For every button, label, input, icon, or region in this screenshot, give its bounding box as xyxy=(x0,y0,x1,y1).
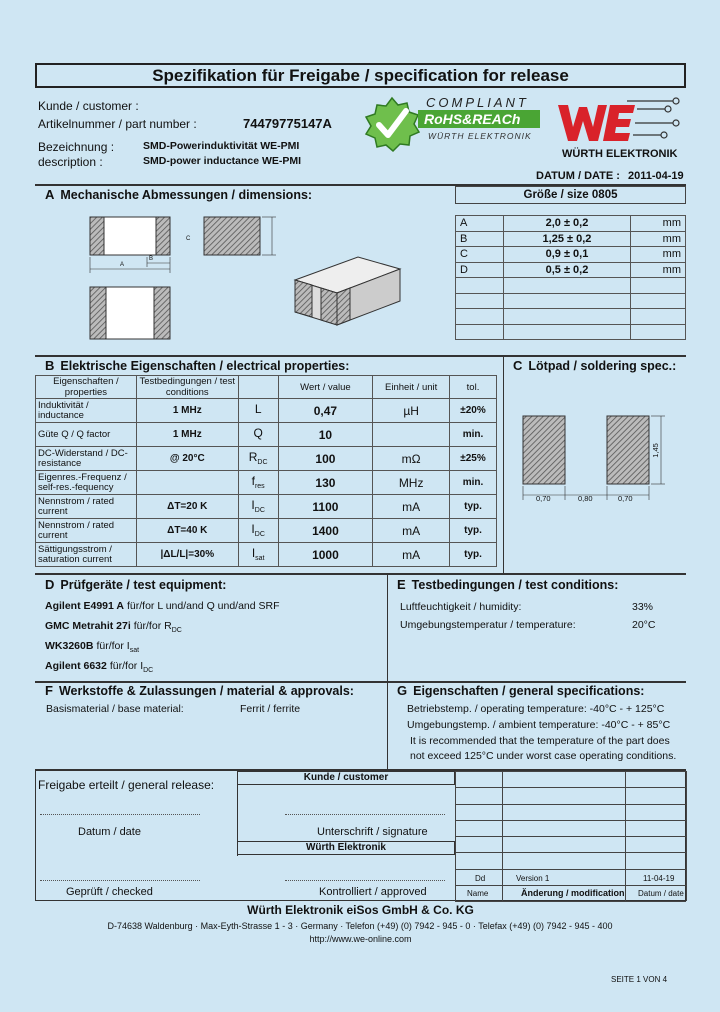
value: 1100 xyxy=(278,495,373,519)
dimension-key xyxy=(456,293,504,309)
logo-text: WÜRTH ELEKTRONIK xyxy=(562,148,678,160)
dimension-value: 0,5 ± 0,2 xyxy=(503,262,630,278)
section-a-title: Mechanische Abmessungen / dimensions: xyxy=(60,188,313,202)
section-f-letter: F xyxy=(45,683,53,698)
sec-bc-divider xyxy=(503,355,504,573)
equipment-list xyxy=(45,600,385,680)
electrical-row xyxy=(36,519,497,543)
rev-grid-hline xyxy=(455,836,686,837)
rev-footer-name: Name xyxy=(467,889,489,898)
date-dots-2 xyxy=(40,880,200,881)
equipment-purpose: für/for I xyxy=(109,660,144,672)
dimension-value: 2,0 ± 0,2 xyxy=(503,216,630,232)
equipment-sub: DC xyxy=(171,627,182,635)
dimension-drawing xyxy=(80,205,410,355)
dimension-value xyxy=(503,293,630,309)
pad-dim-gap: 0,80 xyxy=(578,494,593,503)
symbol-main: I xyxy=(251,498,255,513)
electrical-row xyxy=(36,471,497,495)
symbol-main: I xyxy=(251,546,256,561)
symbol xyxy=(238,471,278,495)
description-value: SMD-power inductance WE-PMI xyxy=(143,155,302,167)
dimension-unit: mm xyxy=(631,247,686,263)
property-name: DC-Widerstand / DC-resistance xyxy=(36,447,137,471)
tolerance: ±25% xyxy=(450,447,497,471)
dimension-row xyxy=(456,262,686,278)
symbol xyxy=(238,495,278,519)
equipment-purpose: für/for I xyxy=(96,640,130,652)
symbol xyxy=(238,399,278,423)
dimension-key: C xyxy=(456,247,504,263)
temperature-label: Umgebungstemperatur / temperature: xyxy=(400,619,576,631)
date-value: 2011-04-19 xyxy=(628,170,684,182)
rohs-check-icon xyxy=(362,95,422,153)
dimension-row xyxy=(456,216,686,232)
sec-de-top xyxy=(35,573,686,575)
col-unit: Einheit / unit xyxy=(373,376,450,399)
dimension-row xyxy=(456,309,686,325)
humidity-value: 33% xyxy=(632,601,654,613)
symbol xyxy=(238,519,278,543)
rev-name: Dd xyxy=(475,874,486,883)
electrical-row xyxy=(36,543,497,567)
equipment-name: Agilent 6632 xyxy=(45,660,107,672)
test-condition xyxy=(136,471,238,495)
tolerance: typ. xyxy=(450,495,497,519)
value: 1400 xyxy=(278,519,373,543)
dimension-value xyxy=(503,324,630,340)
unit: mA xyxy=(373,519,450,543)
section-c-title: Lötpad / soldering spec.: xyxy=(528,359,677,373)
footer-company: Würth Elektronik eiSos GmbH & Co. KG xyxy=(247,903,474,917)
test-condition: ΔT=20 K xyxy=(136,495,238,519)
value: 130 xyxy=(278,471,373,495)
compliant-text: COMPLIANT xyxy=(426,95,529,110)
pad-dim-right: 0,70 xyxy=(618,494,633,503)
section-f-heading xyxy=(45,683,354,698)
unit: µH xyxy=(373,399,450,423)
equipment-item xyxy=(45,600,385,620)
rev-grid-hline xyxy=(455,869,686,870)
unit: mA xyxy=(373,543,450,567)
pad-dim-left: 0,70 xyxy=(536,494,551,503)
value: 1000 xyxy=(278,543,373,567)
tolerance: min. xyxy=(450,471,497,495)
designation-value: SMD-Powerinduktivität WE-PMI xyxy=(143,140,300,152)
drawing-label-b: B xyxy=(149,256,154,262)
dimension-unit: mm xyxy=(631,216,686,232)
test-condition: 1 MHz xyxy=(136,423,238,447)
test-condition: @ 20°C xyxy=(136,447,238,471)
unit: mA xyxy=(373,495,450,519)
part-label: Artikelnummer / part number : xyxy=(38,117,197,131)
humidity-label: Luftfeuchtigkeit / humidity: xyxy=(400,601,522,613)
date-label: DATUM / DATE : xyxy=(536,170,620,182)
sig-dots-1 xyxy=(285,814,445,815)
customer-label: Kunde / customer : xyxy=(38,99,139,113)
designation-label: Bezeichnung : xyxy=(38,140,115,154)
col-value: Wert / value xyxy=(278,376,373,399)
sec-fg-divider xyxy=(387,681,388,769)
col-symbol xyxy=(238,376,278,399)
dimension-table xyxy=(455,215,686,340)
dimension-key: A xyxy=(456,216,504,232)
dimension-key xyxy=(456,278,504,294)
pad-dim-height: 1,45 xyxy=(650,443,660,458)
rev-version: Version 1 xyxy=(516,874,550,883)
unit: mΩ xyxy=(373,447,450,471)
date-dots-1 xyxy=(40,814,200,815)
tolerance: min. xyxy=(450,423,497,447)
property-name: Nennstrom / rated current xyxy=(36,519,137,543)
dimension-row xyxy=(456,324,686,340)
test-condition: ΔT=40 K xyxy=(136,519,238,543)
rohs-text: RoHS&REACh xyxy=(418,110,540,128)
sec-de-divider xyxy=(387,573,388,681)
sec-b-top xyxy=(35,355,686,357)
dimension-key xyxy=(456,324,504,340)
symbol-sub: sat xyxy=(255,555,265,563)
rev-grid-hline xyxy=(455,852,686,853)
symbol-sub: res xyxy=(254,483,265,491)
rohs-badge xyxy=(362,95,547,155)
rev-grid-vline xyxy=(502,771,503,901)
description-label: description : xyxy=(38,155,103,169)
symbol-main: I xyxy=(251,522,255,537)
col-conditions: Testbedingungen / test conditions xyxy=(136,376,238,399)
section-b-letter: B xyxy=(45,358,55,373)
symbol xyxy=(238,447,278,471)
dimension-value xyxy=(503,278,630,294)
tolerance: typ. xyxy=(450,543,497,567)
we-logo-icon xyxy=(555,95,685,147)
electrical-row xyxy=(36,447,497,471)
dimension-row xyxy=(456,293,686,309)
section-d-heading xyxy=(45,577,226,592)
dimension-unit xyxy=(631,309,686,325)
rev-date: 11-04-19 xyxy=(643,874,675,883)
section-g-title: Eigenschaften / general specifications: xyxy=(413,684,645,698)
electrical-header-row xyxy=(36,376,497,399)
dimension-value xyxy=(503,309,630,325)
section-d-title: Prüfgeräte / test equipment: xyxy=(60,578,227,592)
value: 100 xyxy=(278,447,373,471)
rev-grid-hline xyxy=(455,820,686,821)
symbol-sub: DC xyxy=(254,531,265,539)
symbol xyxy=(238,543,278,567)
rev-grid-vline xyxy=(686,771,687,901)
base-material-label: Basismaterial / base material: xyxy=(46,703,184,715)
section-d-letter: D xyxy=(45,577,55,592)
section-a-heading xyxy=(45,187,312,202)
section-c-letter: C xyxy=(513,358,523,373)
rev-grid-vline xyxy=(625,771,626,901)
section-c-heading xyxy=(513,358,676,373)
equipment-purpose: für/for R xyxy=(133,620,172,632)
rev-grid-hline xyxy=(455,804,686,805)
dimension-unit xyxy=(631,293,686,309)
dimension-row xyxy=(456,278,686,294)
value: 10 xyxy=(278,423,373,447)
rev-footer-modification: Änderung / modification xyxy=(521,888,625,898)
property-name: Güte Q / Q factor xyxy=(36,423,137,447)
equipment-sub: DC xyxy=(143,667,154,675)
dimension-unit: mm xyxy=(631,262,686,278)
sig-dots-2 xyxy=(285,880,445,881)
footer-address: D-74638 Waldenburg · Max-Eyth-Strasse 1 - 3 · Germany · Telefon (+49) (0) 7942 - 945 - 0 · Telefax (+49) (0) 7942 - 945 - 400 xyxy=(107,921,613,931)
rohs-subtext: WÜRTH ELEKTRONIK xyxy=(428,131,532,141)
electrical-table xyxy=(35,375,497,567)
dimension-unit xyxy=(631,278,686,294)
property-name: Nennstrom / rated current xyxy=(36,495,137,519)
date-label-1: Datum / date xyxy=(78,826,141,838)
rev-grid-hline xyxy=(455,771,686,772)
rev-grid-hline xyxy=(455,885,686,886)
electrical-row xyxy=(36,399,497,423)
test-condition: 1 MHz xyxy=(136,399,238,423)
rev-footer-date: Datum / date xyxy=(638,889,684,898)
equipment-sub: sat xyxy=(129,647,140,655)
dimension-row xyxy=(456,247,686,263)
tolerance: ±20% xyxy=(450,399,497,423)
equipment-purpose: für/for L und/and Q und/and SRF xyxy=(126,600,280,612)
equipment-item xyxy=(45,660,385,680)
electrical-row xyxy=(36,423,497,447)
page-title: Spezifikation für Freigabe / specification for release xyxy=(152,66,569,85)
dimension-key: D xyxy=(456,262,504,278)
equipment-item xyxy=(45,640,385,660)
section-g-heading xyxy=(397,683,644,698)
col-properties: Eigenschaften / properties xyxy=(36,376,137,399)
equipment-name: Agilent E4991 A xyxy=(45,600,124,612)
dimension-key: B xyxy=(456,231,504,247)
dimension-key xyxy=(456,309,504,325)
unit xyxy=(373,423,450,447)
drawing-label-c: C xyxy=(186,236,191,242)
equipment-item xyxy=(45,620,385,640)
symbol-main: Q xyxy=(253,426,263,441)
footer-web[interactable]: http://www.we-online.com xyxy=(309,934,412,944)
rev-grid-hline xyxy=(455,901,686,902)
section-b-title: Elektrische Eigenschaften / electrical properties: xyxy=(60,359,350,373)
dimension-row xyxy=(456,231,686,247)
symbol-sub: DC xyxy=(257,459,268,467)
property-name: Eigenres.-Frequenz / self-res.-fequency xyxy=(36,471,137,495)
checked-label: Geprüft / checked xyxy=(66,886,153,898)
dimension-value: 1,25 ± 0,2 xyxy=(503,231,630,247)
approved-label: Kontrolliert / approved xyxy=(319,886,427,898)
wurth-box-label: Würth Elektronik xyxy=(305,842,386,853)
temperature-value: 20°C xyxy=(632,619,656,631)
symbol-main: f xyxy=(251,474,255,489)
gen-spec-line-3: It is recommended that the temperature of the part does xyxy=(410,735,670,747)
section-e-letter: E xyxy=(397,577,406,592)
we-logo xyxy=(550,95,690,165)
size-header: Größe / size 0805 xyxy=(523,189,618,201)
gen-spec-line-4: not exceed 125°C under worst case operating conditions. xyxy=(410,750,677,762)
symbol-main: R xyxy=(248,450,258,465)
page-number: SEITE 1 VON 4 xyxy=(611,975,668,984)
dimension-value: 0,9 ± 0,1 xyxy=(503,247,630,263)
value: 0,47 xyxy=(278,399,373,423)
gen-spec-line-2: Umgebungstemp. / ambient temperature: -40°C - + 85°C xyxy=(407,719,671,731)
section-e-title: Testbedingungen / test conditions: xyxy=(411,578,619,592)
equipment-name: WK3260B xyxy=(45,640,94,652)
col-tol: tol. xyxy=(450,376,497,399)
test-condition: |ΔL/L|=30% xyxy=(136,543,238,567)
rev-grid-vline xyxy=(455,771,456,901)
symbol-main: L xyxy=(254,402,262,417)
property-name: Sättigungsstrom / saturation current xyxy=(36,543,137,567)
section-g-letter: G xyxy=(397,683,408,698)
section-a-letter: A xyxy=(45,187,55,202)
gen-spec-line-1: Betriebstemp. / operating temperature: -40°C - + 125°C xyxy=(407,703,665,715)
rev-grid-hline xyxy=(455,787,686,788)
part-number: 74479775147A xyxy=(243,116,332,131)
section-b-heading xyxy=(45,358,349,373)
customer-box-label: Kunde / customer xyxy=(303,772,389,783)
dimension-unit xyxy=(631,324,686,340)
signature-label: Unterschrift / signature xyxy=(317,826,428,838)
section-e-heading xyxy=(397,577,618,592)
section-f-title: Werkstoffe & Zulassungen / material & approvals: xyxy=(58,684,354,698)
equipment-name: GMC Metrahit 27i xyxy=(45,620,131,632)
tolerance: typ. xyxy=(450,519,497,543)
release-label: Freigabe erteilt / general release: xyxy=(38,778,215,792)
electrical-row xyxy=(36,495,497,519)
dimension-unit: mm xyxy=(631,231,686,247)
property-name: Induktivität / inductance xyxy=(36,399,137,423)
base-material-value: Ferrit / ferrite xyxy=(240,703,301,715)
unit: MHz xyxy=(373,471,450,495)
drawing-label-a: A xyxy=(120,262,125,268)
symbol xyxy=(238,423,278,447)
symbol-sub: DC xyxy=(254,507,265,515)
